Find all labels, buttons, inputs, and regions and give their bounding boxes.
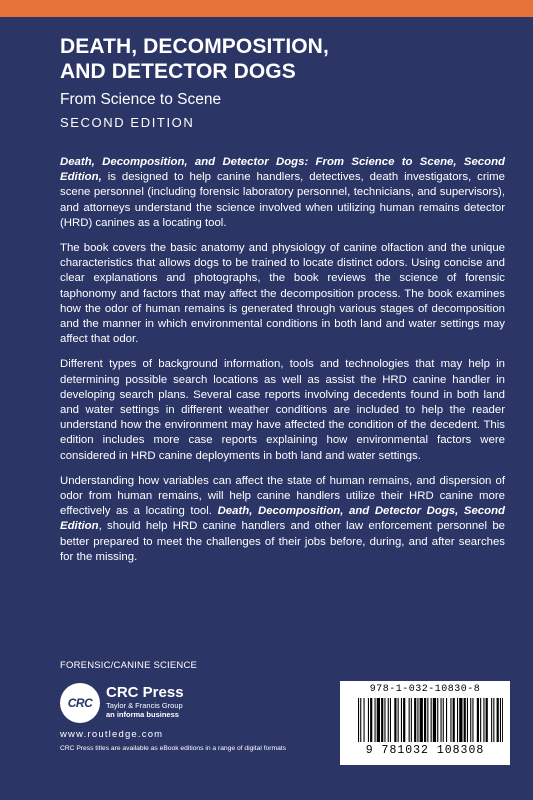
title-block: [60, 34, 500, 131]
barcode-bar: [368, 698, 369, 742]
barcode-bar: [431, 698, 432, 742]
barcode-bar: [401, 698, 402, 742]
title-line-1: DEATH, DECOMPOSITION,: [60, 35, 329, 58]
barcode-bar: [403, 698, 405, 742]
barcode-bar: [364, 698, 365, 742]
barcode-bar: [459, 698, 462, 742]
barcode-bar: [409, 698, 410, 742]
barcode-bar: [390, 698, 391, 742]
barcode-bar: [493, 698, 494, 742]
blurb-title-emphasis: Death, Decomposition, and Detector Dogs: From Science to Scene, Second Edition,: [60, 156, 505, 184]
barcode-bar: [377, 698, 380, 742]
barcode-bar: [450, 698, 451, 742]
barcode-bar: [427, 698, 428, 742]
ebook-note: CRC Press titles are available as eBook editions in a range of digital formats: [60, 745, 287, 752]
book-title: [60, 34, 500, 84]
publisher-website: www.routledge.com: [60, 729, 164, 740]
barcode-bar: [457, 698, 458, 742]
barcode-bar: [388, 698, 389, 742]
barcode-bar: [500, 698, 501, 742]
crc-logo-mark: CRC: [67, 696, 93, 710]
barcode-bar: [502, 698, 503, 742]
book-subtitle: From Science to Scene: [60, 91, 222, 108]
blurb-paragraph-1: [60, 155, 505, 231]
back-cover-blurb: [60, 155, 505, 575]
barcode-bar: [483, 698, 484, 742]
barcode-bar: [433, 698, 436, 742]
barcode-bar: [411, 698, 412, 742]
blurb-p4-end: , should help HRD canine handlers and other law enforcement personnel be better prepared to meet the challenges of their jobs before, during, and after searches for the missing.: [60, 520, 505, 563]
publisher-logo: [60, 683, 320, 733]
barcode-bar: [375, 698, 376, 742]
barcode-bar: [381, 698, 383, 742]
barcode-bar: [486, 698, 488, 742]
barcode-bar: [370, 698, 372, 742]
blurb-p1-text: is designed to help canine handlers, detectives, death investigators, crime scene personnel (including forensic laboratory personnel, technicians, and supervisors), and attorneys understand the science involved when utilizing human remains detector (HRD) canines as a locating tool.: [60, 171, 505, 229]
edition-label: SECOND EDITION: [60, 115, 195, 130]
barcode-bar: [464, 698, 466, 742]
barcode-bar: [417, 698, 418, 742]
barcode-bar: [491, 698, 492, 742]
barcode-bar: [497, 698, 499, 742]
barcode-bar: [394, 698, 396, 742]
subject-category: FORENSIC/CANINE SCIENCE: [60, 660, 198, 671]
title-line-2: AND DETECTOR DOGS: [60, 60, 296, 83]
barcode-bar: [360, 698, 361, 742]
blurb-paragraph-4: [60, 474, 505, 565]
barcode-bars: [358, 698, 503, 742]
crc-logo-icon: [60, 683, 100, 723]
blurb-p4-start: Understanding how variables can affect the state of human remains, and dispersion of odor from human remains, will help canine handlers utilize their HRD canine more effectively as a locating tool.: [60, 474, 505, 518]
barcode-bar: [477, 698, 479, 742]
barcode-bar: [437, 698, 438, 742]
blurb-p4-emphasis: Death, Decomposition, and Detector Dogs, Second Edition: [60, 505, 506, 533]
barcode-bar: [441, 698, 442, 742]
isbn-barcode: [340, 681, 510, 765]
publisher-name: CRC Press: [106, 684, 184, 701]
barcode-bar: [453, 698, 455, 742]
barcode-bar: [446, 698, 447, 742]
publisher-informa: an informa business: [106, 710, 179, 719]
barcode-bar: [384, 698, 385, 742]
barcode-bar: [472, 698, 473, 742]
blurb-paragraph-3: Different types of background information, tools and technologies that may help in determining possible search locations as well as assist the HRD canine handler in developing search plans. Several case reports involving decedents found in both land and water settings in different weather conditions are included to help the reader understand how the environment may have affected the condition of the decedent. This edition includes more case reports explaining how environmental factors were considered in HRD canine deployments in both land and water settings.: [60, 358, 505, 462]
isbn-hyphenated: 978-1-032-10830-8: [369, 684, 481, 695]
barcode-bar: [358, 698, 359, 742]
barcode-bar: [480, 698, 481, 742]
publisher-logo-text: [106, 685, 184, 719]
barcode-bar: [443, 698, 444, 742]
barcode-bar: [467, 698, 468, 742]
barcode-bar: [398, 698, 399, 742]
barcode-bar: [424, 698, 426, 742]
publisher-group: Taylor & Francis Group: [106, 701, 183, 710]
blurb-paragraph-2: The book covers the basic anatomy and physiology of canine olfaction and the unique characteristics that allows dogs to be trained to locate distinct odors. Using concise and clear explanations and photographs, the book reviews the science of forensic taphonomy and factors that may affect the decomposition process. The book examines how the odor of human remains is generated through various stages of decomposition and the manner in which environmental conditions in both land and water settings may affect that odor.: [60, 242, 505, 346]
isbn-digits: 9 781032 108308: [365, 744, 485, 757]
top-accent-band: [0, 0, 533, 17]
barcode-bar: [420, 698, 423, 742]
barcode-bar: [414, 698, 416, 742]
barcode-bar: [470, 698, 471, 742]
